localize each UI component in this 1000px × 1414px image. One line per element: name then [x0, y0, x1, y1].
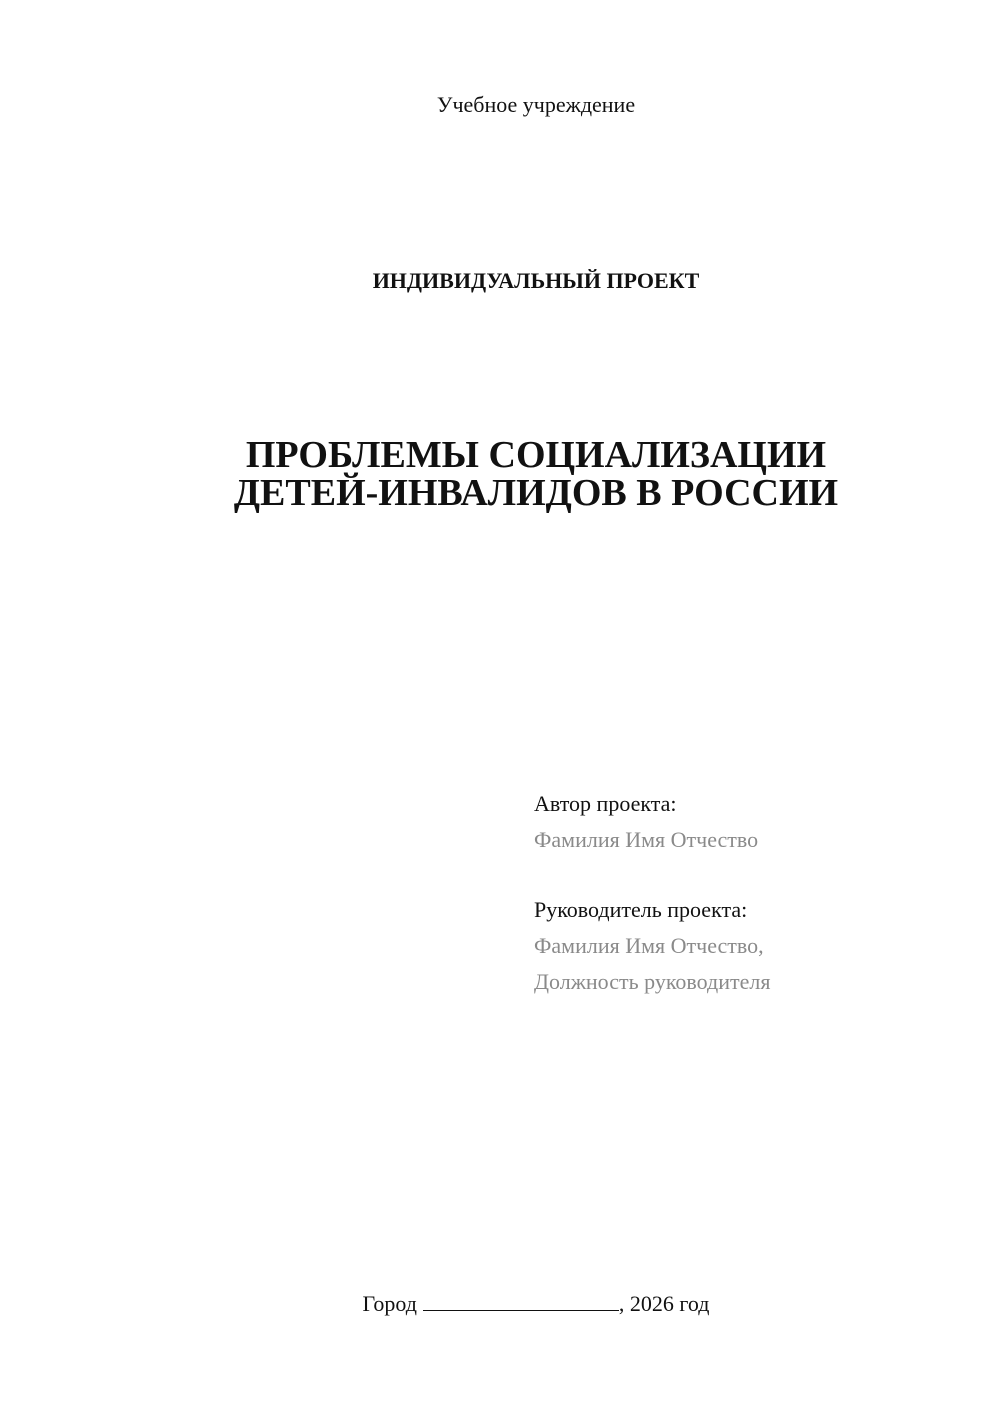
author-name: Фамилия Имя Отчество [534, 827, 759, 852]
project-title-line-1: ПРОБЛЕМЫ СОЦИАЛИЗАЦИИ [245, 434, 827, 476]
supervisor-name: Фамилия Имя Отчество, [534, 933, 764, 958]
project-title [0, 436, 1000, 512]
city-year-line [0, 1288, 1000, 1317]
supervisor-block [534, 892, 770, 1000]
year-text: , 2026 год [618, 1291, 710, 1316]
supervisor-label: Руководитель проекта: [534, 897, 748, 922]
author-block [534, 786, 758, 858]
project-title-line-2: ДЕТЕЙ-ИНВАЛИДОВ В РОССИИ [233, 472, 839, 514]
supervisor-position: Должность руководителя [534, 969, 771, 994]
city-blank-line [423, 1288, 619, 1311]
city-label: Город [362, 1291, 417, 1316]
institution-name: Учебное учреждение [436, 92, 636, 117]
author-label: Автор проекта: [534, 791, 677, 816]
document-type: ИНДИВИДУАЛЬНЫЙ ПРОЕКТ [372, 268, 700, 293]
